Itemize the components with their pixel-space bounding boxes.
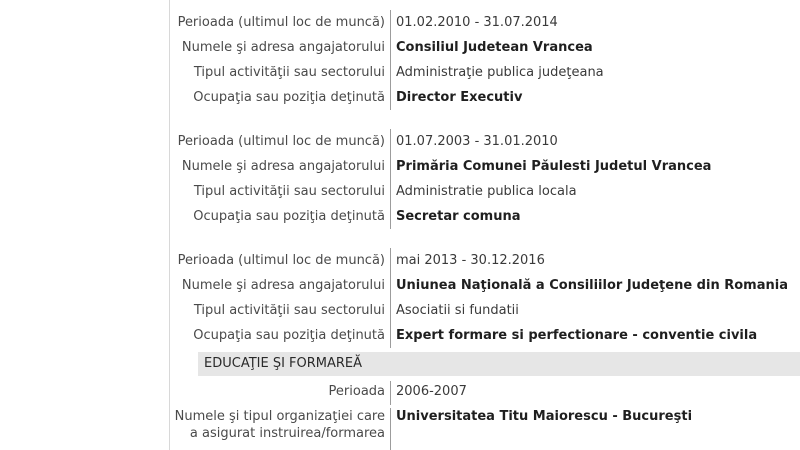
period-value: 01.02.2010 - 31.07.2014 (390, 10, 800, 35)
employer-value: Uniunea Naţională a Consiliilor Judeţene din Romania (390, 273, 800, 298)
period-row (170, 10, 800, 35)
job-entry-3 (170, 248, 800, 348)
employer-label: Numele şi adresa angajatorului (181, 278, 385, 293)
activity-label: Tipul activităţii sau sectorului (193, 184, 385, 199)
activity-row (170, 179, 800, 204)
employer-value: Primăria Comunei Păulesti Judetul Vrancea (390, 154, 800, 179)
activity-value: Administratie publica locala (390, 179, 800, 204)
employer-value: Consiliul Judetean Vrancea (390, 35, 800, 60)
employer-row (170, 35, 800, 60)
education-org-label-line2: a asigurat instruirea/formarea (189, 426, 385, 441)
position-row (170, 204, 800, 229)
period-label: Perioada (ultimul loc de muncă) (177, 134, 385, 149)
employer-label: Numele şi adresa angajatorului (181, 159, 385, 174)
position-value: Expert formare si perfectionare - conventie civila (390, 323, 800, 348)
education-period-value: 2006-2007 (390, 381, 800, 405)
activity-row (170, 60, 800, 85)
position-row (170, 85, 800, 110)
period-value: 01.07.2003 - 31.01.2010 (390, 129, 800, 154)
employer-row (170, 273, 800, 298)
education-section-header (198, 352, 800, 376)
period-label: Perioada (ultimul loc de muncă) (177, 253, 385, 268)
employer-label: Numele şi adresa angajatorului (181, 40, 385, 55)
education-org-value: Universitatea Titu Maiorescu - Bucureşti (390, 408, 800, 450)
education-header-title: EDUCAŢIE ŞI FORMAREĂ (204, 356, 363, 371)
position-value: Director Executiv (390, 85, 800, 110)
activity-label: Tipul activităţii sau sectorului (193, 303, 385, 318)
education-org-label-line1: Numele şi tipul organizaţiei care (174, 409, 385, 424)
activity-row (170, 298, 800, 323)
position-label: Ocupaţia sau poziţia deţinută (193, 209, 385, 224)
position-value: Secretar comuna (390, 204, 800, 229)
position-row (170, 323, 800, 348)
position-label: Ocupaţia sau poziţia deţinută (193, 328, 385, 343)
education-period-label: Perioada (328, 384, 385, 399)
position-label: Ocupaţia sau poziţia deţinută (193, 90, 385, 105)
job-entry-1 (170, 10, 800, 110)
activity-value: Asociatii si fundatii (390, 298, 800, 323)
education-org-label (170, 408, 390, 450)
activity-value: Administraţie publica judeţeana (390, 60, 800, 85)
period-label: Perioada (ultimul loc de muncă) (177, 15, 385, 30)
period-row (170, 248, 800, 273)
employer-row (170, 154, 800, 179)
activity-label: Tipul activităţii sau sectorului (193, 65, 385, 80)
period-row (170, 129, 800, 154)
job-entry-2 (170, 129, 800, 229)
period-value: mai 2013 - 30.12.2016 (390, 248, 800, 273)
education-org-row (170, 408, 800, 450)
education-period-row (170, 381, 800, 405)
